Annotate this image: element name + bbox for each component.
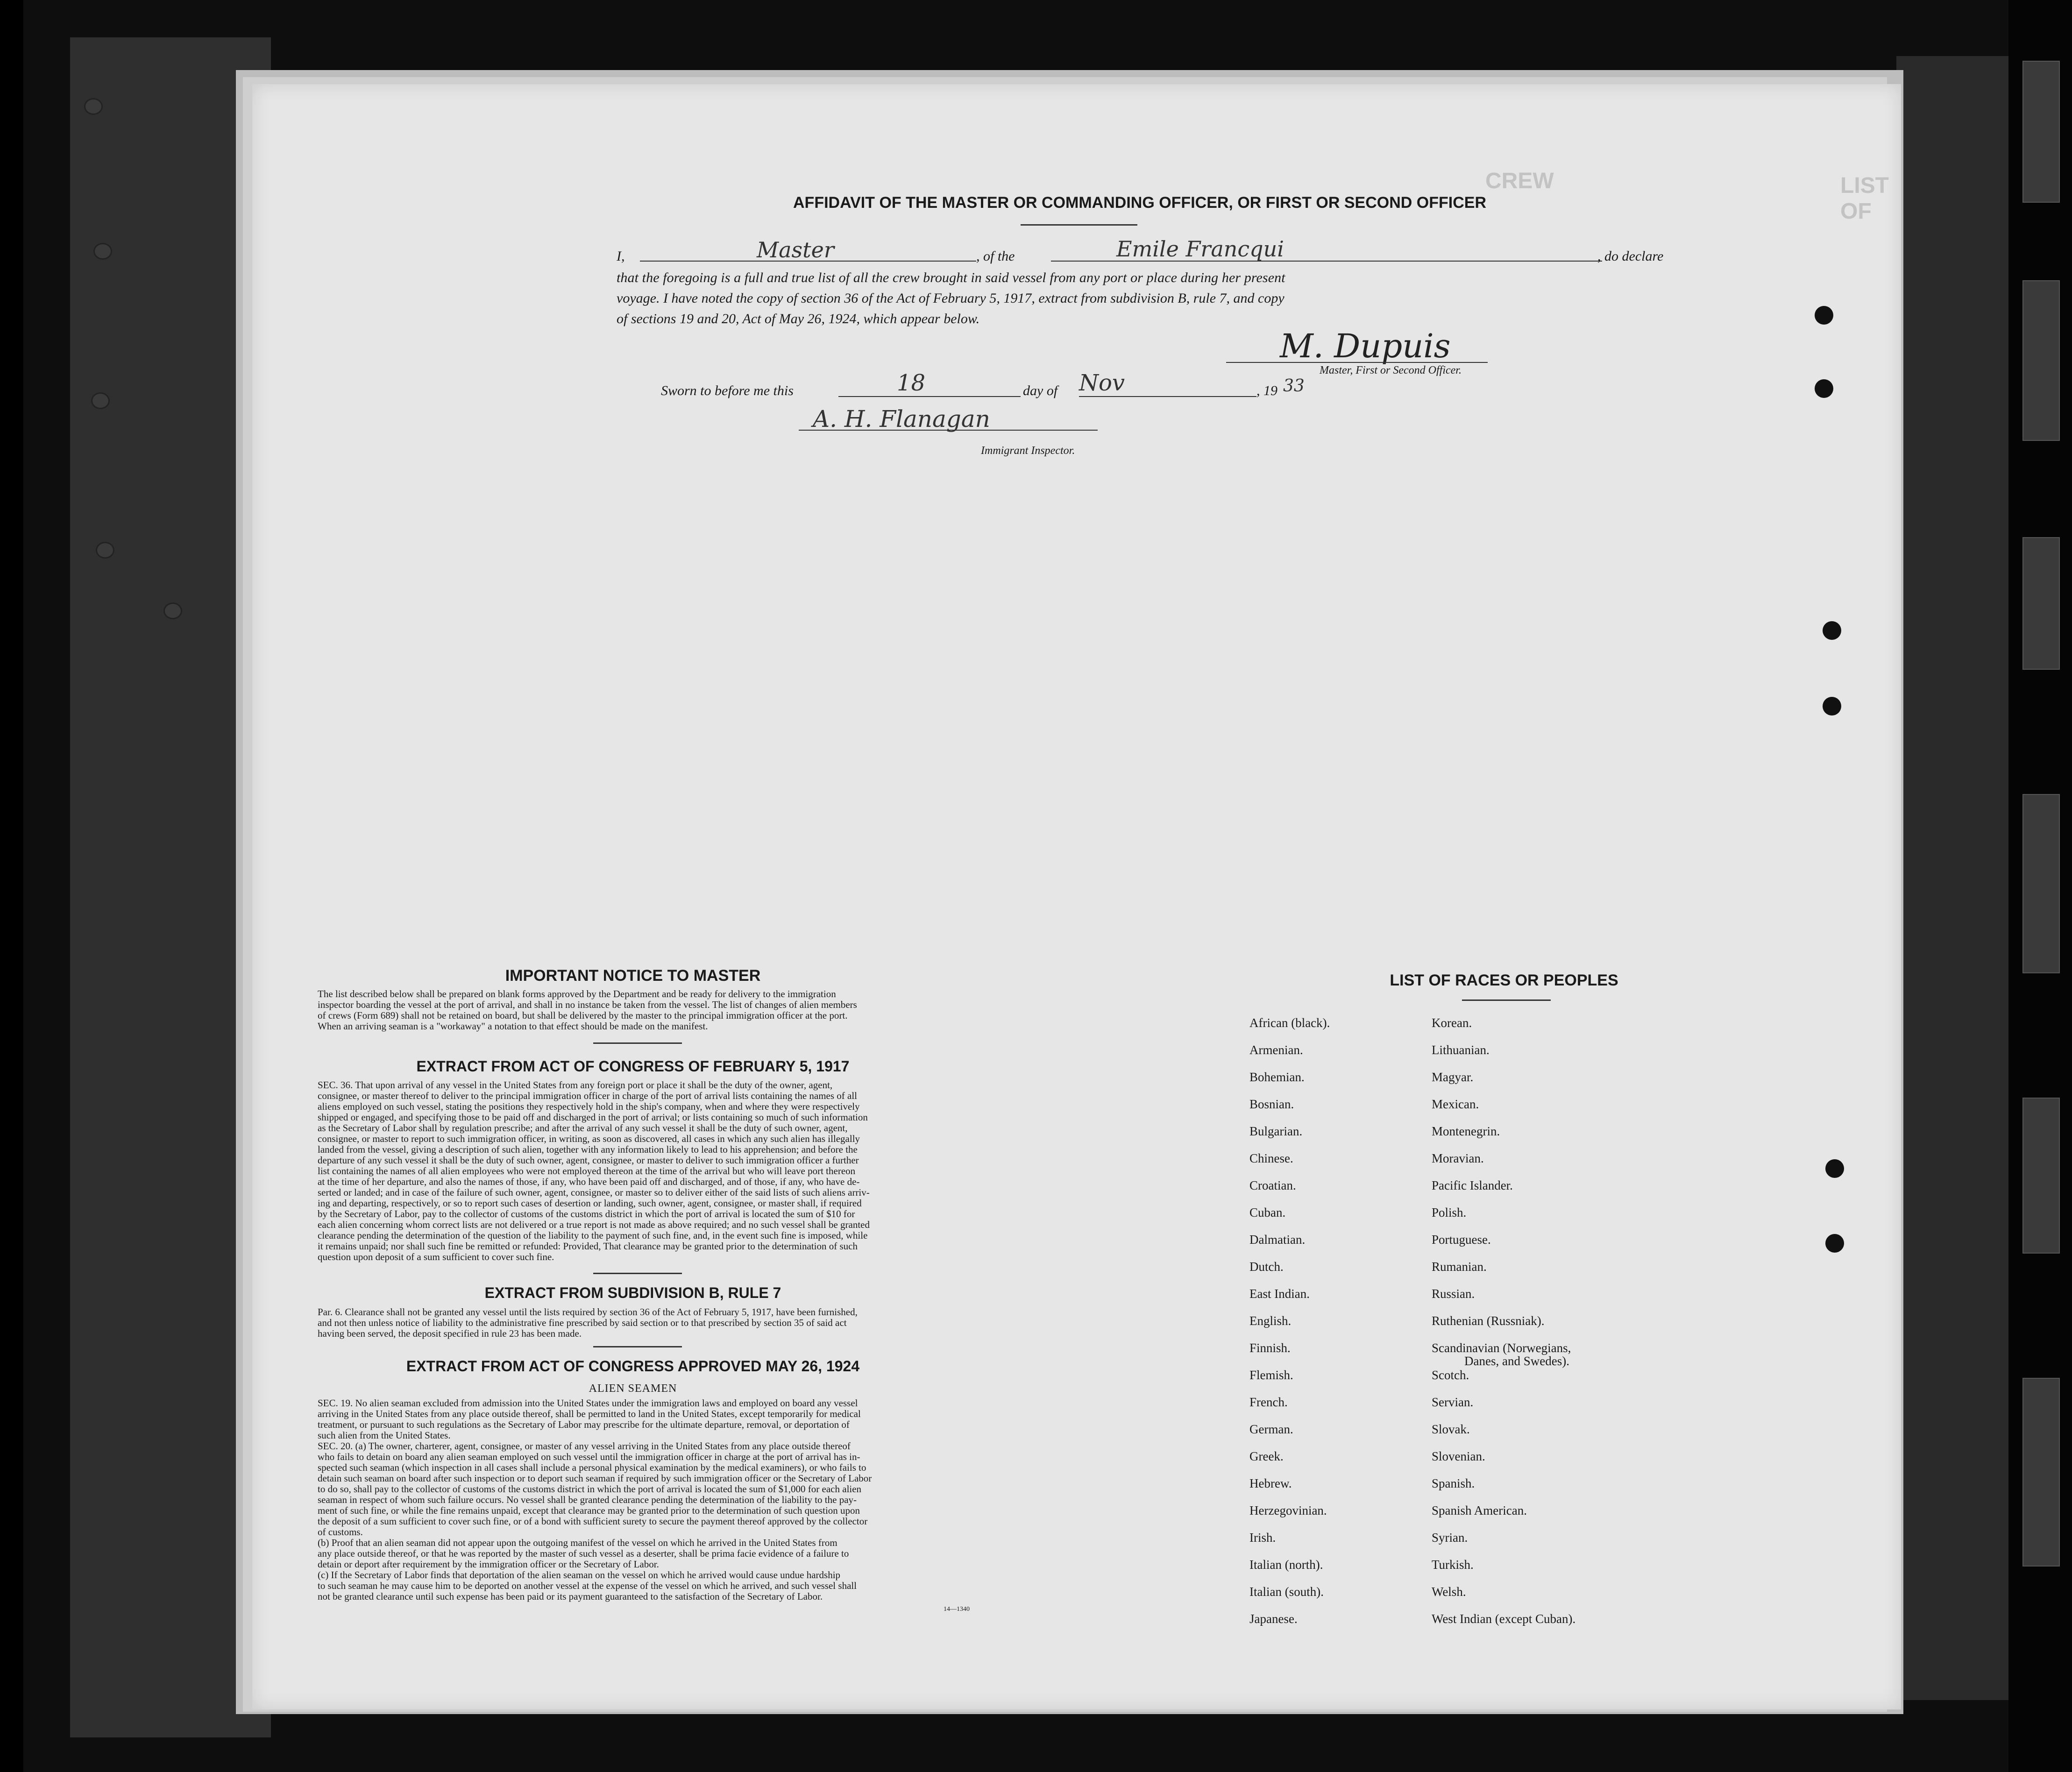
extract-1924-line: detain or deport after requirement by the immigration officer or the Secretary of Labor. [318,1559,659,1570]
handwritten-month: Nov [1079,370,1125,396]
binder-hole [1823,621,1841,640]
extract-1924-title: EXTRACT FROM ACT OF CONGRESS APPROVED MAY 26, 1924 [406,1358,860,1375]
race-item: Mexican. [1432,1097,1479,1111]
extract-1924-line: (c) If the Secretary of Labor finds that deportation of the alien seaman on the vessel on which he arrived would cause undue hardship [318,1569,841,1581]
race-item: Spanish. [1432,1476,1475,1490]
race-item: Montenegrin. [1432,1124,1500,1138]
race-item: Chinese. [1249,1151,1293,1165]
binder-hole [1825,1159,1844,1178]
binder-hole [96,542,114,559]
race-item: Bohemian. [1249,1070,1305,1084]
binder-hole [1823,697,1841,716]
binder-hole [84,98,103,115]
bleed-through-text: LIST OF [1840,173,1889,224]
race-item: Korean. [1432,1016,1472,1030]
race-item: Japanese. [1249,1612,1298,1626]
extract-1917-line: clearance pending the determination of the question of the liability to the payment of such fine, and, in the event such fine is imposed, while [318,1230,868,1241]
race-item: Ruthenian (Russniak). [1432,1314,1545,1328]
extract-1917-body [318,1080,1023,1262]
race-item: Slovak. [1432,1422,1470,1436]
race-item: Flemish. [1249,1368,1293,1382]
race-item: Bosnian. [1249,1097,1294,1111]
race-item: Spanish American. [1432,1503,1527,1517]
extract-1917-line: list containing the names of all alien employees who were not employed thereon at the time of the arrival but who will leave port thereon [318,1165,856,1177]
year-prefix: , 19 [1256,383,1277,398]
subdivision-b-body [318,1307,1023,1339]
notice-line: of crews (Form 689) shall not be retained on board, but shall be delivered by the master to the principal immigration officer at the port. [318,1010,848,1021]
extract-1924-body [318,1398,1023,1602]
race-item: Turkish. [1432,1558,1474,1572]
extract-1924-line: treatment, or pursuant to such regulations as the Secretary of Labor may prescribe for the ultimate departure, removal, or deportation of [318,1419,850,1430]
extract-1924-line: not be granted clearance until such expense has been paid or its payment guaranteed to the satisfaction of the Secretary of Labor. [318,1591,823,1602]
extract-1924-line: detain such seaman on board after such inspection or to deport such seaman if required by such immigration officer or the Secretary of Labor [318,1473,872,1484]
affidavit-i-label: I, [617,248,625,264]
binder-hole [91,392,110,409]
document-page [252,84,1901,1709]
microfilm-border-right [1896,56,2013,1700]
race-item: Lithuanian. [1432,1043,1490,1057]
race-item: Scotch. [1432,1368,1469,1382]
film-frame [2022,280,2060,441]
affidavit-title: AFFIDAVIT OF THE MASTER OR COMMANDING OFFICER, OR FIRST OR SECOND OFFICER [793,194,1486,212]
binder-hole [1815,379,1833,398]
extract-1917-line: aliens employed on such vessel, stating the positions they respectively hold in the ship's company, when and where they were respectively [318,1101,860,1112]
divider [593,1273,682,1274]
film-frame [2022,1098,2060,1254]
race-item: Scandinavian (Norwegians, [1432,1341,1571,1355]
extract-1917-line: landed from the vessel, giving a description of such alien, together with any information likely to lead to his apprehension; and before the [318,1144,858,1155]
race-item: Magyar. [1432,1070,1474,1084]
extract-1924-line: (b) Proof that an alien seaman did not appear upon the outgoing manifest of the vessel on which he arrived in the United States from [318,1537,837,1548]
extract-1917-line: shipped or engaged, and specifying those to be paid off and discharged in the port of arrival; or lists containing so much of such information [318,1112,868,1123]
divider [593,1346,682,1347]
film-frame [2022,794,2060,973]
extract-1924-line: who fails to detain on board any alien seaman employed on such vessel until the immigration officer in charge at the port of arrival has in- [318,1451,860,1462]
race-item: Armenian. [1249,1043,1303,1057]
extract-1924-line: ment of such fine, or while the fine remains unpaid, except that clearance may be granted prior to the determination of such question upon [318,1505,860,1516]
notice-title: IMPORTANT NOTICE TO MASTER [505,967,761,985]
race-item: Bulgarian. [1249,1124,1303,1138]
race-item: Slovenian. [1432,1449,1485,1463]
signature-caption: Master, First or Second Officer. [1320,364,1462,376]
extract-1917-line: question upon deposit of a sum sufficient to cover such fine. [318,1251,554,1262]
handwritten-vessel-name: Emile Francqui [1116,236,1284,262]
handwritten-year: 33 [1283,376,1305,396]
race-item: Portuguese. [1432,1233,1491,1247]
affidavit-line-2: that the foregoing is a full and true list of all the crew brought in said vessel from any port or place during her present [617,270,1285,285]
day-of-label: day of [1023,383,1058,398]
race-item: Welsh. [1432,1585,1466,1599]
notice-body [318,989,1023,1032]
race-item: German. [1249,1422,1293,1436]
race-item: Hebrew. [1249,1476,1292,1490]
binder-hole [163,602,182,619]
extract-1924-line: to such seaman he may cause him to be deported on another vessel at the expense of the vessel on which he arrived, and such vessel shall [318,1580,857,1591]
notice-line: When an arriving seaman is a "workaway" a notation to that effect should be made on the manifest. [318,1021,708,1032]
race-item: Irish. [1249,1531,1276,1545]
notice-line: inspector boarding the vessel at the port of arrival, and shall in no instance be taken from the vessel. The list of changes of alien members [318,999,857,1010]
race-item: Herzegovinian. [1249,1503,1327,1517]
race-item: Rumanian. [1432,1260,1487,1274]
inspector-signature-line [799,430,1098,431]
extract-1924-line: SEC. 19. No alien seaman excluded from admission into the United States under the immigration laws and employed on board any vessel [318,1397,858,1409]
race-item: West Indian (except Cuban). [1432,1612,1576,1626]
handwritten-master: Master [757,237,834,262]
subdivision-b-line: Par. 6. Clearance shall not be granted any vessel until the lists required by section 36 of the Act of February 5, 1917, have been furnished, [318,1306,858,1318]
binder-hole [1825,1234,1844,1253]
film-frame [2022,61,2060,203]
subdivision-b-title: EXTRACT FROM SUBDIVISION B, RULE 7 [484,1284,781,1301]
race-item: Dalmatian. [1249,1233,1306,1247]
races-title: LIST OF RACES OR PEOPLES [1390,971,1618,989]
extract-1917-line: ing and departing, respectively, or so to report such cases of desertion or landing, such owner, agent, consignee, or master shall, if required [318,1198,862,1209]
form-number: 14—1340 [944,1606,970,1613]
extract-1917-line: SEC. 36. That upon arrival of any vessel in the United States from any foreign port or place it shall be the duty of the owner, agent, [318,1079,833,1091]
divider [593,1042,682,1044]
sworn-label: Sworn to before me this [661,383,794,398]
binder-hole [93,243,112,260]
race-item: Italian (north). [1249,1558,1323,1572]
race-item: Cuban. [1249,1205,1286,1219]
race-item: Syrian. [1432,1531,1468,1545]
affidavit-line-4: of sections 19 and 20, Act of May 26, 1924, which appear below. [617,311,980,326]
bleed-through-text: CREW [1485,169,1554,193]
race-item: Moravian. [1432,1151,1484,1165]
race-item: Italian (south). [1249,1585,1324,1599]
race-item: African (black). [1249,1016,1330,1030]
extract-1917-line: departure of any such vessel it shall be the duty of such owner, agent, consignee, or master to deliver to such immigration officer a further [318,1155,859,1166]
race-item: Pacific Islander. [1432,1178,1513,1192]
race-item-continued: Danes, and Swedes). [1464,1354,1569,1368]
inspector-caption: Immigrant Inspector. [981,445,1075,457]
extract-1924-subtitle: ALIEN SEAMEN [589,1382,677,1395]
extract-1924-line: SEC. 20. (a) The owner, charterer, agent, consignee, or master of any vessel arriving in the United States from any place outside thereof [318,1440,851,1452]
race-item: Servian. [1432,1395,1474,1409]
extract-1924-line: of customs. [318,1526,363,1538]
subdivision-b-line: and not then unless notice of liability to the administrative fine prescribed by said section or to that prescribed by section 35 of said act [318,1317,847,1328]
extract-1917-line: by the Secretary of Labor, pay to the collector of customs of the customs district in which the port of arrival is located the sum of $10 for [318,1208,855,1219]
extract-1924-line: any place outside thereof, or that he was reported by the master of such vessel as a deserter, shall be prima facie evidence of a failure to [318,1548,849,1559]
sworn-day-line [838,396,1021,397]
film-edge-left [0,0,23,1772]
race-item: French. [1249,1395,1288,1409]
handwritten-day: 18 [897,370,926,396]
affidavit-of-the: , of the [976,248,1015,264]
race-item: Dutch. [1249,1260,1284,1274]
film-strip-right [2008,0,2072,1772]
notice-line: The list described below shall be prepared on blank forms approved by the Department and be ready for delivery to the immigration [318,988,836,999]
film-frame [2022,537,2060,670]
race-item: Polish. [1432,1205,1467,1219]
sworn-month-line [1079,396,1256,397]
extract-1917-line: consignee, or master thereof to deliver to the principal immigration officer in charge of the port of arrival lists containing the names of all [318,1090,858,1101]
divider [1021,224,1137,226]
extract-1924-line: such alien from the United States. [318,1430,451,1441]
extract-1917-line: as the Secretary of Labor shall by regulation prescribe; and after the arrival of any such vessel it shall be the duty of such owner, agent, [318,1122,848,1134]
extract-1924-line: spected such seaman (which inspection in all cases shall include a personal physical examination by the medical examiners), or who fails to [318,1462,866,1473]
extract-1924-line: the deposit of a sum sufficient to cover such fine, or of a bond with sufficient surety to secure the payment thereof approved by the collector [318,1516,868,1527]
extract-1917-line: each alien concerning whom correct lists are not delivered or a true report is not made as above required; and no such vessel shall be granted [318,1219,870,1230]
extract-1917-line: consignee, or master to report to such immigration officer, in writing, as soon as discovered, all cases in which any such alien has illegally [318,1133,860,1144]
extract-1917-line: it remains unpaid; nor shall such fine be remitted or refunded: Provided, That clearance may be granted prior to the determination of such [318,1240,858,1252]
extract-1917-line: at the time of her departure, and also the names of those, if any, who have been paid off and discharged, and of those, if any, who have de- [318,1176,860,1187]
master-signature: M. Dupuis [1280,327,1451,365]
extract-1917-title: EXTRACT FROM ACT OF CONGRESS OF FEBRUARY 5, 1917 [416,1058,850,1075]
race-item: Russian. [1432,1287,1475,1301]
binder-hole [1815,306,1833,325]
extract-1924-line: arriving in the United States from any place outside thereof, shall be permitted to land in the United States, except temporarily for medical [318,1408,861,1419]
race-item: Greek. [1249,1449,1284,1463]
race-item: English. [1249,1314,1291,1328]
race-item: East Indian. [1249,1287,1310,1301]
subdivision-b-line: having been served, the deposit specified in rule 23 has been made. [318,1328,582,1339]
inspector-signature: A. H. Flanagan [813,405,990,432]
race-item: Finnish. [1249,1341,1291,1355]
film-frame [2022,1378,2060,1566]
affidavit-do-declare: , do declare [1597,248,1664,264]
signature-line [1226,362,1488,363]
extract-1924-line: to do so, shall pay to the collector of customs of the customs district in which the port of arrival is located the sum of $1,000 for each alien [318,1483,862,1495]
extract-1917-line: serted or landed; and in case of the failure of such owner, agent, consignee, or master so to deliver either of the said lists of such aliens arriv- [318,1187,870,1198]
extract-1924-line: seaman in respect of whom such failure occurs. No vessel shall be granted clearance pending the determination of the liability to the pay- [318,1494,857,1505]
divider [1462,999,1551,1001]
race-item: Croatian. [1249,1178,1296,1192]
affidavit-line-3: voyage. I have noted the copy of section 36 of the Act of February 5, 1917, extract from subdivision B, rule 7, and copy [617,291,1284,306]
